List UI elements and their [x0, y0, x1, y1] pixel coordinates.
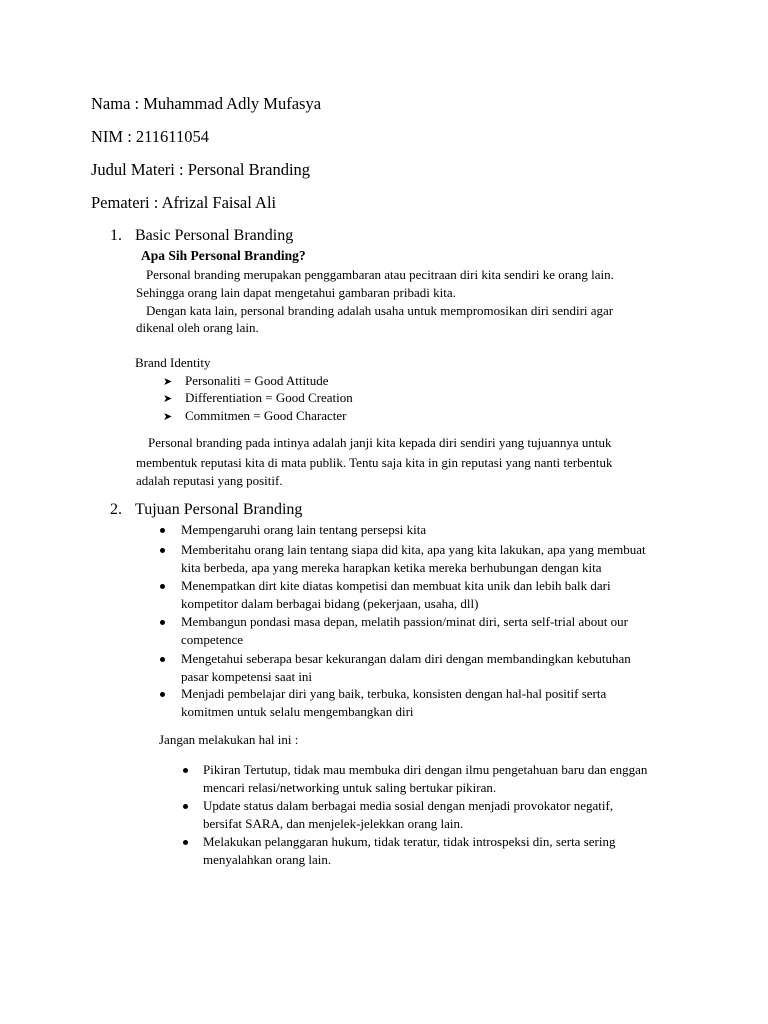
- arrow-bullet-icon: ➤: [163, 393, 173, 405]
- para-2-line-1: Dengan kata lain, personal branding adalah usaha untuk mempromosikan diri sendiri agar: [146, 303, 614, 318]
- bullet-icon: [183, 840, 188, 845]
- goal-item-continued: komitmen untuk selalu mengembangkan diri: [181, 704, 414, 719]
- brand-identity-item: Commitmen = Good Character: [185, 408, 347, 423]
- section-2-title: Tujuan Personal Branding: [135, 501, 303, 518]
- para-3-line-1: Personal branding pada intinya adalah janji kita kepada diri sendiri yang tujuannya untuk: [148, 435, 612, 450]
- bullet-icon: [183, 804, 188, 809]
- bullet-icon: [160, 528, 165, 533]
- arrow-bullet-icon: ➤: [163, 376, 173, 388]
- avoid-label: Jangan melakukan hal ini :: [159, 732, 299, 747]
- arrow-bullet-icon: ➤: [163, 411, 173, 423]
- goal-item-continued: pasar kompetensi saat ini: [181, 669, 313, 684]
- student-name: Nama : Muhammad Adly Mufasya: [91, 94, 322, 113]
- goal-item-continued: kompetitor dalam berbagai bidang (pekerjaan, usaha, dll): [181, 596, 479, 611]
- para-1-line-2: Sehingga orang lain dapat mengetahui gambaran pribadi kita.: [136, 285, 456, 300]
- goal-item: Menempatkan dirt kite diatas kompetisi dan membuat kita unik dan lebih balk dari: [181, 578, 611, 593]
- goal-item: Mempengaruhi orang lain tentang persepsi kita: [181, 522, 427, 537]
- bullet-icon: [160, 657, 165, 662]
- brand-identity-label: Brand Identity: [135, 355, 211, 370]
- material-title: Judul Materi : Personal Branding: [91, 160, 311, 179]
- para-1-line-1: Personal branding merupakan penggambaran atau pecitraan diri kita sendiri ke orang lain.: [146, 267, 614, 282]
- goal-item: Membangun pondasi masa depan, melatih passion/minat diri, serta self-trial about our: [181, 614, 628, 629]
- avoid-item-continued: menyalahkan orang lain.: [203, 852, 332, 867]
- bullet-icon: [160, 548, 165, 553]
- goal-item: Memberitahu orang lain tentang siapa did kita, apa yang kita lakukan, apa yang membuat: [181, 542, 646, 557]
- para-3-line-3: adalah reputasi yang positif.: [136, 473, 283, 488]
- avoid-item-continued: bersifat SARA, dan menjelek-jelekkan orang lain.: [203, 816, 464, 831]
- bullet-icon: [160, 692, 165, 697]
- brand-identity-item: Differentiation = Good Creation: [185, 390, 353, 405]
- student-nim: NIM : 211611054: [91, 127, 209, 146]
- bullet-icon: [160, 620, 165, 625]
- avoid-item: Melakukan pelanggaran hukum, tidak teratur, tidak introspeksi din, serta sering: [203, 834, 616, 849]
- para-2-line-2: dikenal oleh orang lain.: [136, 320, 259, 335]
- goal-item: Menjadi pembelajar diri yang baik, terbuka, konsisten dengan hal-hal positif serta: [181, 686, 607, 701]
- bullet-icon: [160, 584, 165, 589]
- bullet-icon: [183, 768, 188, 773]
- goal-item-continued: kita berbeda, apa yang mereka harapkan ketika mereka berhubungan dengan kita: [181, 560, 602, 575]
- brand-identity-item: Personaliti = Good Attitude: [185, 373, 329, 388]
- section-1-subtitle: Apa Sih Personal Branding?: [141, 248, 306, 263]
- section-1-title: Basic Personal Branding: [135, 227, 294, 244]
- goal-item-continued: competence: [181, 632, 244, 647]
- para-3-line-2: membentuk reputasi kita di mata publik. Tentu saja kita in gin reputasi yang nanti terbentuk: [136, 455, 613, 470]
- section-1-number: 1.: [110, 227, 122, 244]
- avoid-item-continued: mencari relasi/networking untuk saling bertukar pikiran.: [203, 780, 497, 795]
- speaker-name: Pemateri : Afrizal Faisal Ali: [91, 193, 277, 212]
- goal-item: Mengetahui seberapa besar kekurangan dalam diri dengan membandingkan kebutuhan: [181, 651, 631, 666]
- section-2-number: 2.: [110, 501, 122, 518]
- avoid-item: Update status dalam berbagai media sosial dengan menjadi provokator negatif,: [203, 798, 614, 813]
- avoid-item: Pikiran Tertutup, tidak mau membuka diri dengan ilmu pengetahuan baru dan enggan: [203, 762, 648, 777]
